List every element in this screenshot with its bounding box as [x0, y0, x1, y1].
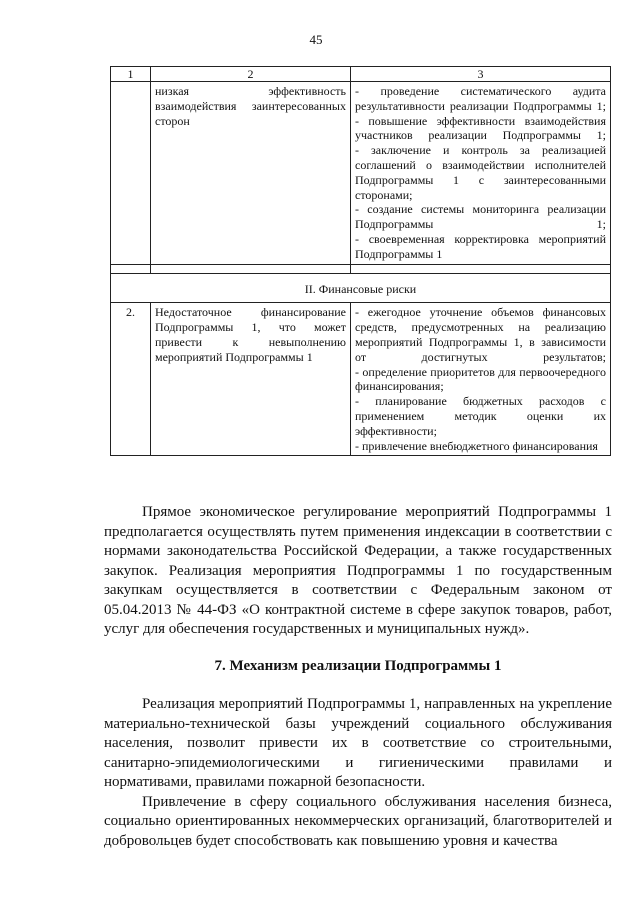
risk-description: низкая эффективность взаимодействия заинтересованных сторон — [151, 82, 351, 265]
table-row — [111, 303, 611, 456]
header-col-2: 2 — [151, 67, 351, 82]
risk-table — [110, 66, 611, 456]
measure-item: - проведение систематического аудита результативности реализации Подпрограммы 1; — [355, 84, 606, 113]
header-col-3: 3 — [351, 67, 611, 82]
header-col-1: 1 — [111, 67, 151, 82]
spacer-cell — [111, 264, 151, 273]
measure-item: - заключение и контроль за реализацией соглашений о взаимодействии исполнителей Подпрограммы 1 с заинтересованными сторонами; — [355, 143, 606, 202]
risk-description: Недостаточное финансирование Подпрограммы 1, что может привести к невыполнению мероприятий Подпрограммы 1 — [151, 303, 351, 456]
measure-item: - планирование бюджетных расходов с применением методик оценки их эффективности; — [355, 394, 606, 438]
measure-item: - своевременная корректировка мероприятий Подпрограммы 1 — [355, 231, 606, 261]
measure-item: - ежегодное уточнение объемов финансовых средств, предусмотренных на реализацию мероприятий Подпрограммы 1, в зависимости от достигнутых результатов; — [355, 305, 606, 364]
measure-item: - привлечение внебюджетного финансирования — [355, 438, 598, 453]
measure-item: - определение приоритетов для первоочередного финансирования; — [355, 364, 606, 394]
paragraph-text: Прямое экономическое регулирование мероприятий Подпрограммы 1 предполагается осуществлять путем применения индексации в соответствии с нормами законодательства Российской Федерации, а также государственных закупок. Реализация мероприятия Подпрограммы 1 по государственным закупкам осуществляется в соответствии с Федеральным законом от 05.04.2013 № 44-ФЗ «О контрактной системе в сфере закупок товаров, работ, услуг для обеспечения государственных и муниципальных нужд». — [104, 504, 612, 637]
table-header-row — [111, 67, 611, 82]
section-title: II. Финансовые риски — [111, 273, 611, 303]
mitigation-measures — [351, 82, 611, 265]
paragraph-mechanism — [104, 695, 612, 851]
spacer-cell — [151, 264, 351, 273]
mitigation-measures — [351, 303, 611, 456]
paragraph-regulation — [104, 503, 612, 640]
table-row — [111, 82, 611, 265]
section-heading: 7. Механизм реализации Подпрограммы 1 — [214, 658, 502, 674]
measure-item: - создание системы мониторинга реализации Подпрограммы 1; — [355, 202, 606, 232]
page-number: 45 — [309, 32, 323, 47]
row-number — [111, 82, 151, 265]
table-spacer-row — [111, 264, 611, 273]
spacer-cell — [351, 264, 611, 273]
paragraph-text: Привлечение в сферу социального обслуживания населения бизнеса, социально ориентированных некоммерческих организаций, благотворителей и добровольцев будет способствовать как повышению уровня и качества — [104, 793, 612, 849]
paragraph-text: Реализация мероприятий Подпрограммы 1, направленных на укрепление материально-технической базы учреждений социального обслуживания населения, позволит привести их в соответствие со строительными, санитарно-эпидемиологическими и гигиеническими правилами и нормативами, правилами пожарной безопасности. — [104, 696, 612, 790]
row-number: 2. — [111, 303, 151, 456]
table-section-row — [111, 273, 611, 303]
measure-item: - повышение эффективности взаимодействия участников реализации Подпрограммы 1; — [355, 113, 606, 143]
